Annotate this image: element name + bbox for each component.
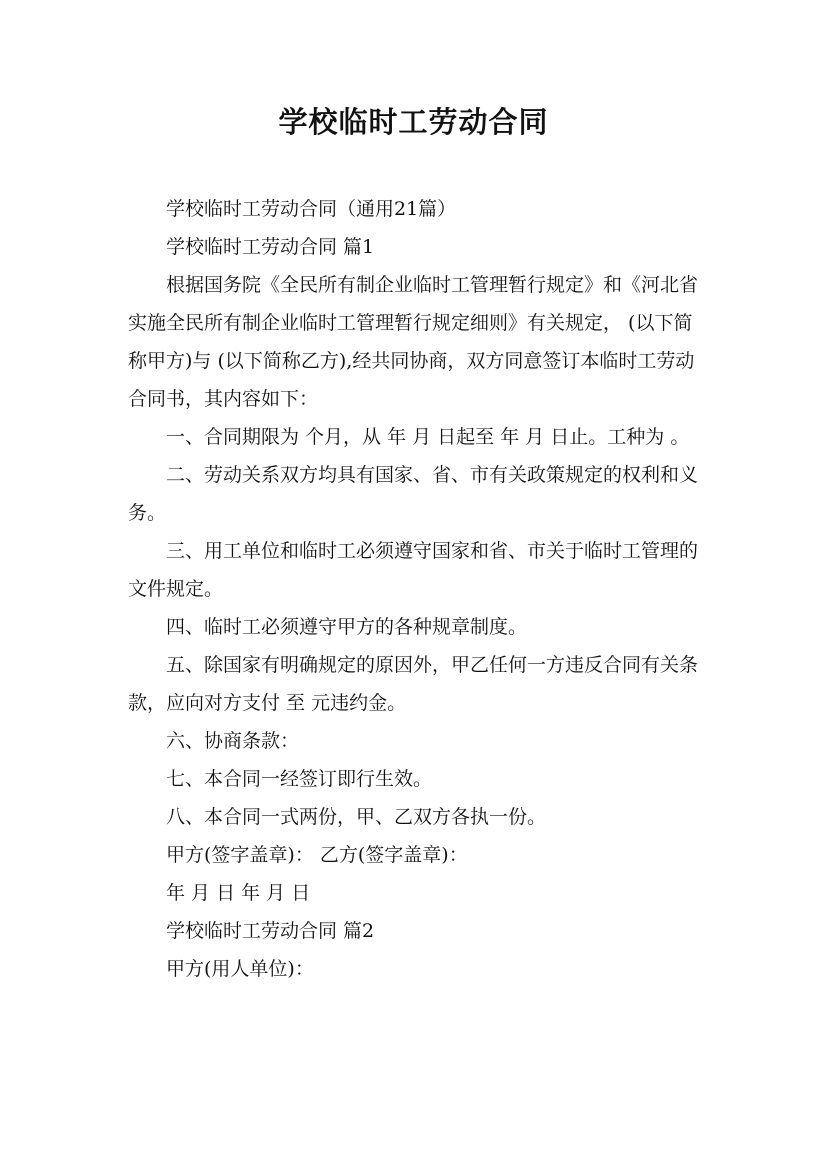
paragraph-section-heading-2: 学校临时工劳动合同 篇2: [166, 920, 375, 942]
paragraph-clause-6: 六、协商条款：: [166, 730, 300, 752]
paragraph-preamble: 根据国务院《全民所有制企业临时工管理暂行规定》和《河北省实施全民所有制企业临时工管理暂行规定细则》有关规定， (以下简称甲方)与 (以下简称乙方),经共同协商，双方同意签订本临时工劳动合同书，其内容如下：: [128, 274, 699, 410]
paragraph-section-heading: 学校临时工劳动合同 篇1: [166, 236, 375, 258]
paragraph-clause-1: 一、合同期限为 个月，从 年 月 日起至 年 月 日止。工种为 。: [166, 426, 690, 448]
paragraph-signatures: 甲方(签字盖章)： 乙方(签字盖章)：: [166, 844, 468, 866]
paragraph-dates: 年 月 日 年 月 日: [166, 882, 311, 904]
paragraph-clause-7: 七、本合同一经签订即行生效。: [166, 768, 433, 790]
paragraph-party-a: 甲方(用人单位)：: [166, 958, 314, 980]
document-body: [128, 190, 708, 988]
paragraph-clause-5: 五、除国家有明确规定的原因外，甲乙任何一方违反合同有关条款，应向对方支付 至 元违约金。: [128, 654, 699, 714]
paragraph-clause-3: 三、用工单位和临时工必须遵守国家和省、市关于临时工管理的文件规定。: [128, 540, 699, 600]
paragraph-subtitle: 学校临时工劳动合同（通用21篇）: [166, 198, 457, 220]
paragraph-clause-4: 四、临时工必须遵守甲方的各种规章制度。: [166, 616, 528, 638]
paragraph-clause-2: 二、劳动关系双方均具有国家、省、市有关政策规定的权利和义务。: [128, 464, 699, 524]
paragraph-clause-8: 八、本合同一式两份，甲、乙双方各执一份。: [166, 806, 547, 828]
document-title: 学校临时工劳动合同: [278, 105, 549, 139]
